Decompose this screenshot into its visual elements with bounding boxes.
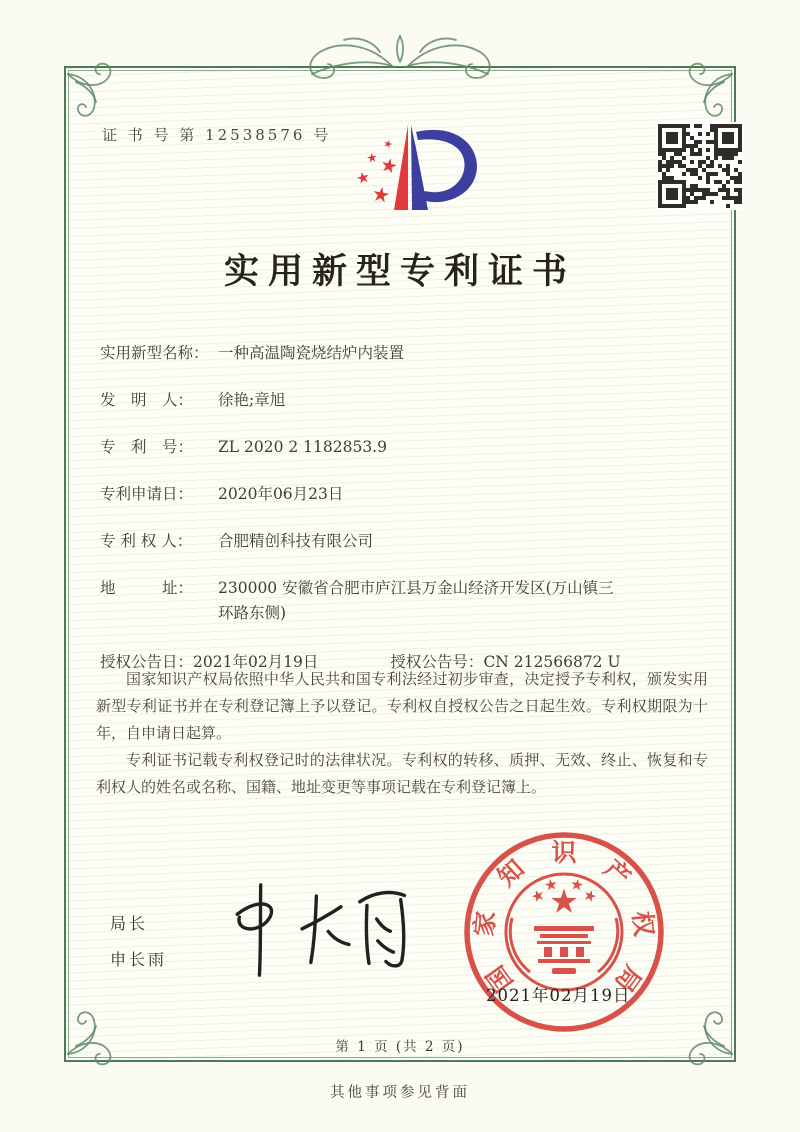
field-list: [100, 341, 712, 675]
field-label: 发 明 人：: [100, 391, 194, 409]
address-line-1: 230000 安徽省合肥市庐江县万金山经济开发区(万山镇三: [218, 579, 614, 597]
field-value: [218, 576, 712, 626]
seal-date: 2021年02月19日: [486, 986, 631, 1005]
field-address: [100, 576, 712, 626]
cnipa-logo-icon: [332, 108, 508, 238]
svg-text:识: 识: [551, 838, 577, 867]
svg-text:权: 权: [627, 909, 659, 938]
svg-text:国: 国: [480, 960, 519, 998]
legal-body-text: [96, 666, 708, 801]
field-application-date: [100, 482, 712, 507]
field-patent-number: [100, 435, 712, 460]
cnipa-seal-icon: [458, 826, 670, 1038]
signoff-block: [110, 906, 167, 978]
field-label: 专利申请日：: [100, 485, 194, 503]
commissioner-name: 申长雨: [110, 950, 168, 969]
qr-code-icon: [656, 122, 744, 210]
field-value: 一种高温陶瓷烧结炉内装置: [218, 344, 405, 362]
svg-text:知: 知: [491, 853, 530, 893]
grant-number-value: CN 212566872 U: [483, 653, 621, 671]
body-paragraph-2: 专利证书记载专利权登记时的法律状况。专利权的转移、质押、无效、终止、恢复和专利权人的姓名或名称、国籍、地址变更等事项记载在专利登记簿上。: [96, 751, 708, 796]
svg-text:产: 产: [598, 853, 637, 893]
address-line-2: 环路东侧): [218, 604, 287, 622]
commissioner-title: 局长: [110, 914, 149, 933]
back-side-note: 其他事项参见背面: [330, 1085, 470, 1101]
shen-changyu-signature-icon: [218, 872, 418, 982]
field-label: 专 利 权 人：: [100, 532, 193, 550]
svg-text:家: 家: [469, 909, 501, 938]
field-value: 合肥精创科技有限公司: [218, 532, 374, 550]
field-patentee: [100, 529, 712, 554]
svg-text:局: 局: [609, 960, 648, 998]
field-label: 专 利 号：: [100, 438, 194, 456]
field-value: 2020年06月23日: [218, 485, 344, 503]
grant-number-label: 授权公告号：: [390, 653, 484, 671]
field-inventor: [100, 388, 712, 413]
certificate-title: 实用新型专利证书: [223, 251, 576, 292]
national-emblem-icon: [506, 874, 622, 990]
certificate-number: 证 书 号 第 12538576 号: [102, 126, 332, 144]
field-label: 实用新型名称：: [100, 344, 209, 362]
grant-date-label: 授权公告日：: [100, 653, 194, 671]
field-value: ZL 2020 2 1182853.9: [218, 438, 387, 456]
body-paragraph-1: 国家知识产权局依照中华人民共和国专利法经过初步审查，决定授予专利权，颁发实用新型专利证书并在专利登记簿上予以登记。专利权自授权公告之日起生效。专利权期限为十年，自申请日起算。: [96, 670, 708, 742]
field-utility-model-name: [100, 341, 712, 366]
field-label: 地 址：: [100, 579, 194, 597]
grant-date-value: 2021年02月19日: [193, 653, 319, 671]
page-number: 第 1 页 (共 2 页): [335, 1039, 465, 1055]
field-value: 徐艳;章旭: [218, 391, 286, 409]
